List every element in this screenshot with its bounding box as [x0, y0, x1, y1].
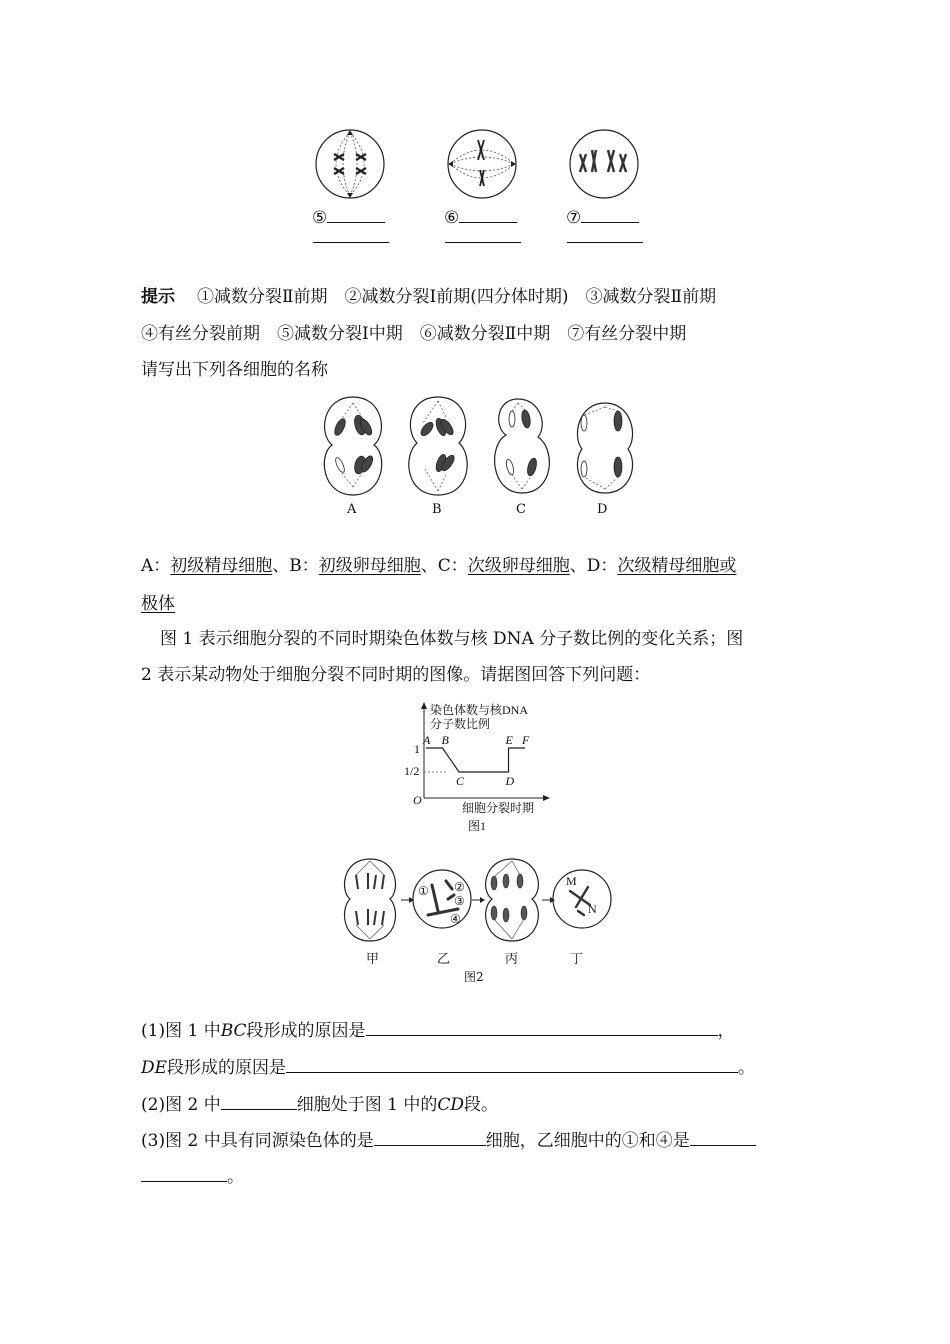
cell-label-D: D — [597, 502, 608, 517]
x-label: 细胞分裂时期 — [462, 801, 535, 815]
q3-end: 。 — [227, 1167, 244, 1187]
point-label-F: F — [522, 733, 530, 747]
y-label-1: 染色体数与核DNA — [430, 703, 528, 717]
point-label-E: E — [505, 733, 513, 747]
fig2-label-ding: 丁 — [570, 952, 584, 967]
y-label-2: 分子数比例 — [430, 717, 491, 731]
marker-1: ① — [418, 884, 429, 898]
q1b-segment: DE — [141, 1058, 168, 1078]
hint-title: 提示 — [141, 287, 175, 307]
figure-label: ⑦ — [566, 208, 582, 228]
y-axis-arrow — [421, 702, 427, 709]
question-intro-1: 图 1 表示细胞分裂的不同时期染色体数与核 DNA 分子数比例的变化关系；图 — [160, 629, 744, 649]
m-label: M — [566, 874, 577, 888]
q2-end: 段。 — [463, 1095, 498, 1115]
marker-2: ② — [454, 880, 465, 894]
answer-blank[interactable] — [327, 205, 385, 223]
marker-3: ③ — [454, 894, 465, 908]
label-6-row — [444, 205, 517, 230]
cell-bing — [480, 855, 544, 945]
figure-label: ⑤ — [312, 208, 328, 228]
fig2-label-jia: 甲 — [366, 952, 380, 967]
cell-diagram-A — [318, 393, 388, 503]
cell-diagram-B — [403, 393, 473, 503]
cell-names-answer — [141, 554, 736, 578]
cell-diagram-5 — [312, 128, 392, 203]
y-tick-1: 1 — [414, 742, 420, 756]
ratio-line — [426, 748, 525, 772]
answer-blank[interactable] — [581, 205, 639, 223]
q1-blank[interactable] — [366, 1018, 718, 1036]
figure-2-caption: 图2 — [464, 970, 484, 984]
cell-ding — [550, 865, 614, 935]
cell-label-B: B — [432, 502, 442, 517]
q3-mid: 细胞，乙细胞中的①和④是 — [485, 1131, 690, 1151]
answer-blank-line[interactable] — [313, 242, 389, 243]
q2-blank[interactable] — [221, 1092, 297, 1110]
label-7-row — [566, 205, 639, 230]
q1-suffix: 段形成的原因是 — [246, 1021, 366, 1041]
figure-1-chart — [400, 700, 560, 840]
answer-c: 次级卵母细胞 — [467, 556, 570, 576]
q1b-end: 。 — [738, 1058, 756, 1078]
q1-end: ， — [717, 1021, 735, 1041]
q3-blank-3[interactable] — [141, 1164, 227, 1182]
answer-b: 初级卵母细胞 — [318, 556, 421, 576]
hint-line-1 — [141, 285, 716, 309]
cell-label-A: A — [347, 502, 357, 517]
q2-segment: CD — [437, 1095, 464, 1115]
hint-text-1: ①减数分裂Ⅱ前期 ②减数分裂Ⅰ前期(四分体时期) ③减数分裂Ⅱ前期 — [197, 287, 717, 307]
point-label-B: B — [441, 733, 449, 747]
q3-blank-1[interactable] — [374, 1128, 486, 1146]
answer-blank[interactable] — [459, 205, 517, 223]
question-1b — [141, 1055, 755, 1080]
q3-blank-2[interactable] — [690, 1128, 756, 1146]
figure-label: ⑥ — [444, 208, 460, 228]
question-2 — [141, 1092, 498, 1117]
q1b-blank[interactable] — [286, 1055, 738, 1073]
answer-blank-line[interactable] — [445, 242, 521, 243]
fig2-label-bing: 丙 — [505, 952, 519, 967]
cell-label-C: C — [516, 502, 526, 517]
cell-diagram-C — [488, 393, 558, 503]
q3-prefix: (3)图 2 中具有同源染色体的是 — [141, 1131, 374, 1151]
question-3 — [141, 1128, 756, 1153]
cell-diagram-7 — [566, 128, 646, 203]
x-axis-arrow — [543, 795, 550, 801]
marker-4: ④ — [450, 912, 461, 926]
answer-d: 次级精母细胞或 — [617, 556, 737, 576]
cell-diagram-D — [570, 393, 640, 503]
n-label: N — [588, 902, 597, 916]
cell-jia — [340, 855, 400, 945]
question-intro-2: 2 表示某动物处于细胞分裂不同时期的图像。请据图回答下列问题： — [141, 665, 651, 685]
answer-label-c: 、C： — [420, 556, 468, 576]
label-5-row — [312, 205, 385, 230]
origin-label: O — [413, 793, 422, 807]
q1b-suffix: 段形成的原因是 — [167, 1058, 287, 1078]
q2-mid: 细胞处于图 1 中的 — [296, 1095, 438, 1115]
answer-label-d: 、D： — [569, 556, 618, 576]
q2-prefix: (2)图 2 中 — [141, 1095, 221, 1115]
figure-1-caption: 图1 — [468, 819, 487, 833]
point-label-A: A — [423, 733, 431, 747]
question-1a — [141, 1018, 735, 1043]
cell-names-prompt: 请写出下列各细胞的名称 — [141, 360, 328, 380]
cell-diagram-6 — [444, 128, 524, 203]
point-label-D: D — [505, 774, 515, 788]
cell-yi — [410, 865, 474, 935]
q1-prefix: (1)图 1 中 — [141, 1021, 221, 1041]
question-3-continued — [141, 1164, 244, 1189]
q1-segment: BC — [220, 1021, 247, 1041]
answer-label-a: A： — [141, 556, 171, 576]
point-label-C: C — [456, 774, 465, 788]
fig2-label-yi: 乙 — [437, 952, 451, 967]
answer-d-continued: 极体 — [141, 594, 175, 614]
answer-label-b: 、B： — [272, 556, 319, 576]
hint-line-2: ④有丝分裂前期 ⑤减数分裂Ⅰ中期 ⑥减数分裂Ⅱ中期 ⑦有丝分裂中期 — [141, 324, 687, 344]
y-tick-half: 1/2 — [404, 764, 420, 778]
answer-blank-line[interactable] — [567, 242, 643, 243]
answer-a: 初级精母细胞 — [170, 556, 273, 576]
